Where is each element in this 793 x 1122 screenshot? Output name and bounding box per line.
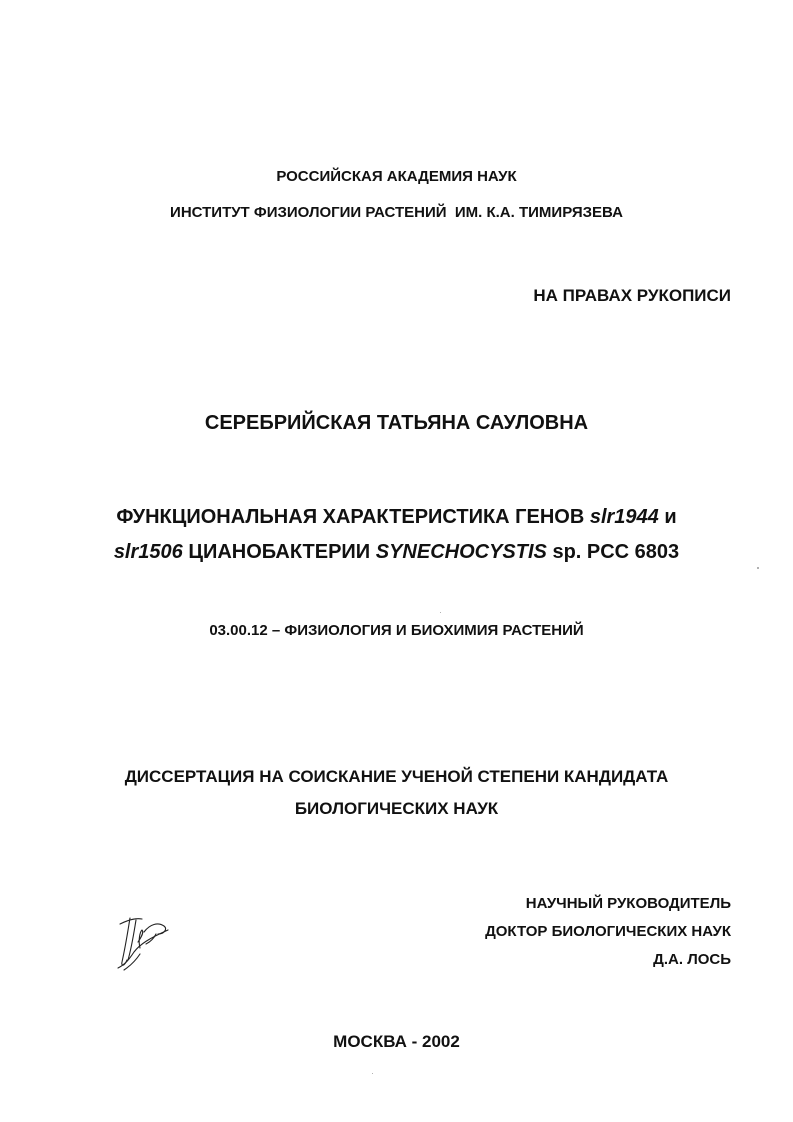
scan-speck (757, 567, 759, 569)
scan-speck (372, 1073, 373, 1074)
handwritten-signature (116, 910, 176, 972)
manuscript-rights: НА ПРАВАХ РУКОПИСИ (533, 286, 731, 305)
organism-name: SYNECHOCYSTIS (375, 541, 547, 563)
title-text-1: ФУНКЦИОНАЛЬНАЯ ХАРАКТЕРИСТИКА ГЕНОВ (116, 506, 590, 528)
specialty-code: 03.00.12 – ФИЗИОЛОГИЯ И БИОХИМИЯ РАСТЕНИЙ (209, 622, 584, 639)
city-year: МОСКВА - 2002 (333, 1032, 460, 1051)
dissertation-title-line-1 (0, 506, 793, 529)
supervisor-degree: ДОКТОР БИОЛОГИЧЕСКИХ НАУК (485, 923, 731, 940)
institute-name (0, 204, 793, 221)
title-mid-2: ЦИАНОБАКТЕРИИ (182, 541, 376, 563)
title-end-1: и (658, 506, 677, 528)
dissertation-degree-line-2: БИОЛОГИЧЕСКИХ НАУК (294, 799, 499, 818)
academy-name: РОССИЙСКАЯ АКАДЕМИЯ НАУК (276, 168, 517, 185)
dissertation-degree-line-1: ДИССЕРТАЦИЯ НА СОИСКАНИЕ УЧЕНОЙ СТЕПЕНИ КАНДИДАТА (124, 767, 669, 786)
supervisor-name: Д.А. ЛОСЬ (653, 951, 731, 968)
scan-speck (440, 612, 441, 613)
gene-name-2: slr1506 (113, 541, 183, 563)
supervisor-role: НАУЧНЫЙ РУКОВОДИТЕЛЬ (525, 895, 731, 912)
dissertation-title-line-2 (0, 541, 793, 564)
author-name: СЕРЕБРИЙСКАЯ ТАТЬЯНА САУЛОВНА (204, 412, 589, 434)
title-end-2: sp. PCC 6803 (546, 541, 680, 563)
institute-name-text: ИНСТИТУТ ФИЗИОЛОГИИ РАСТЕНИЙ ИМ. К.А. ТИМИРЯЗЕВА (170, 204, 623, 221)
gene-name-1: slr1944 (589, 506, 659, 528)
